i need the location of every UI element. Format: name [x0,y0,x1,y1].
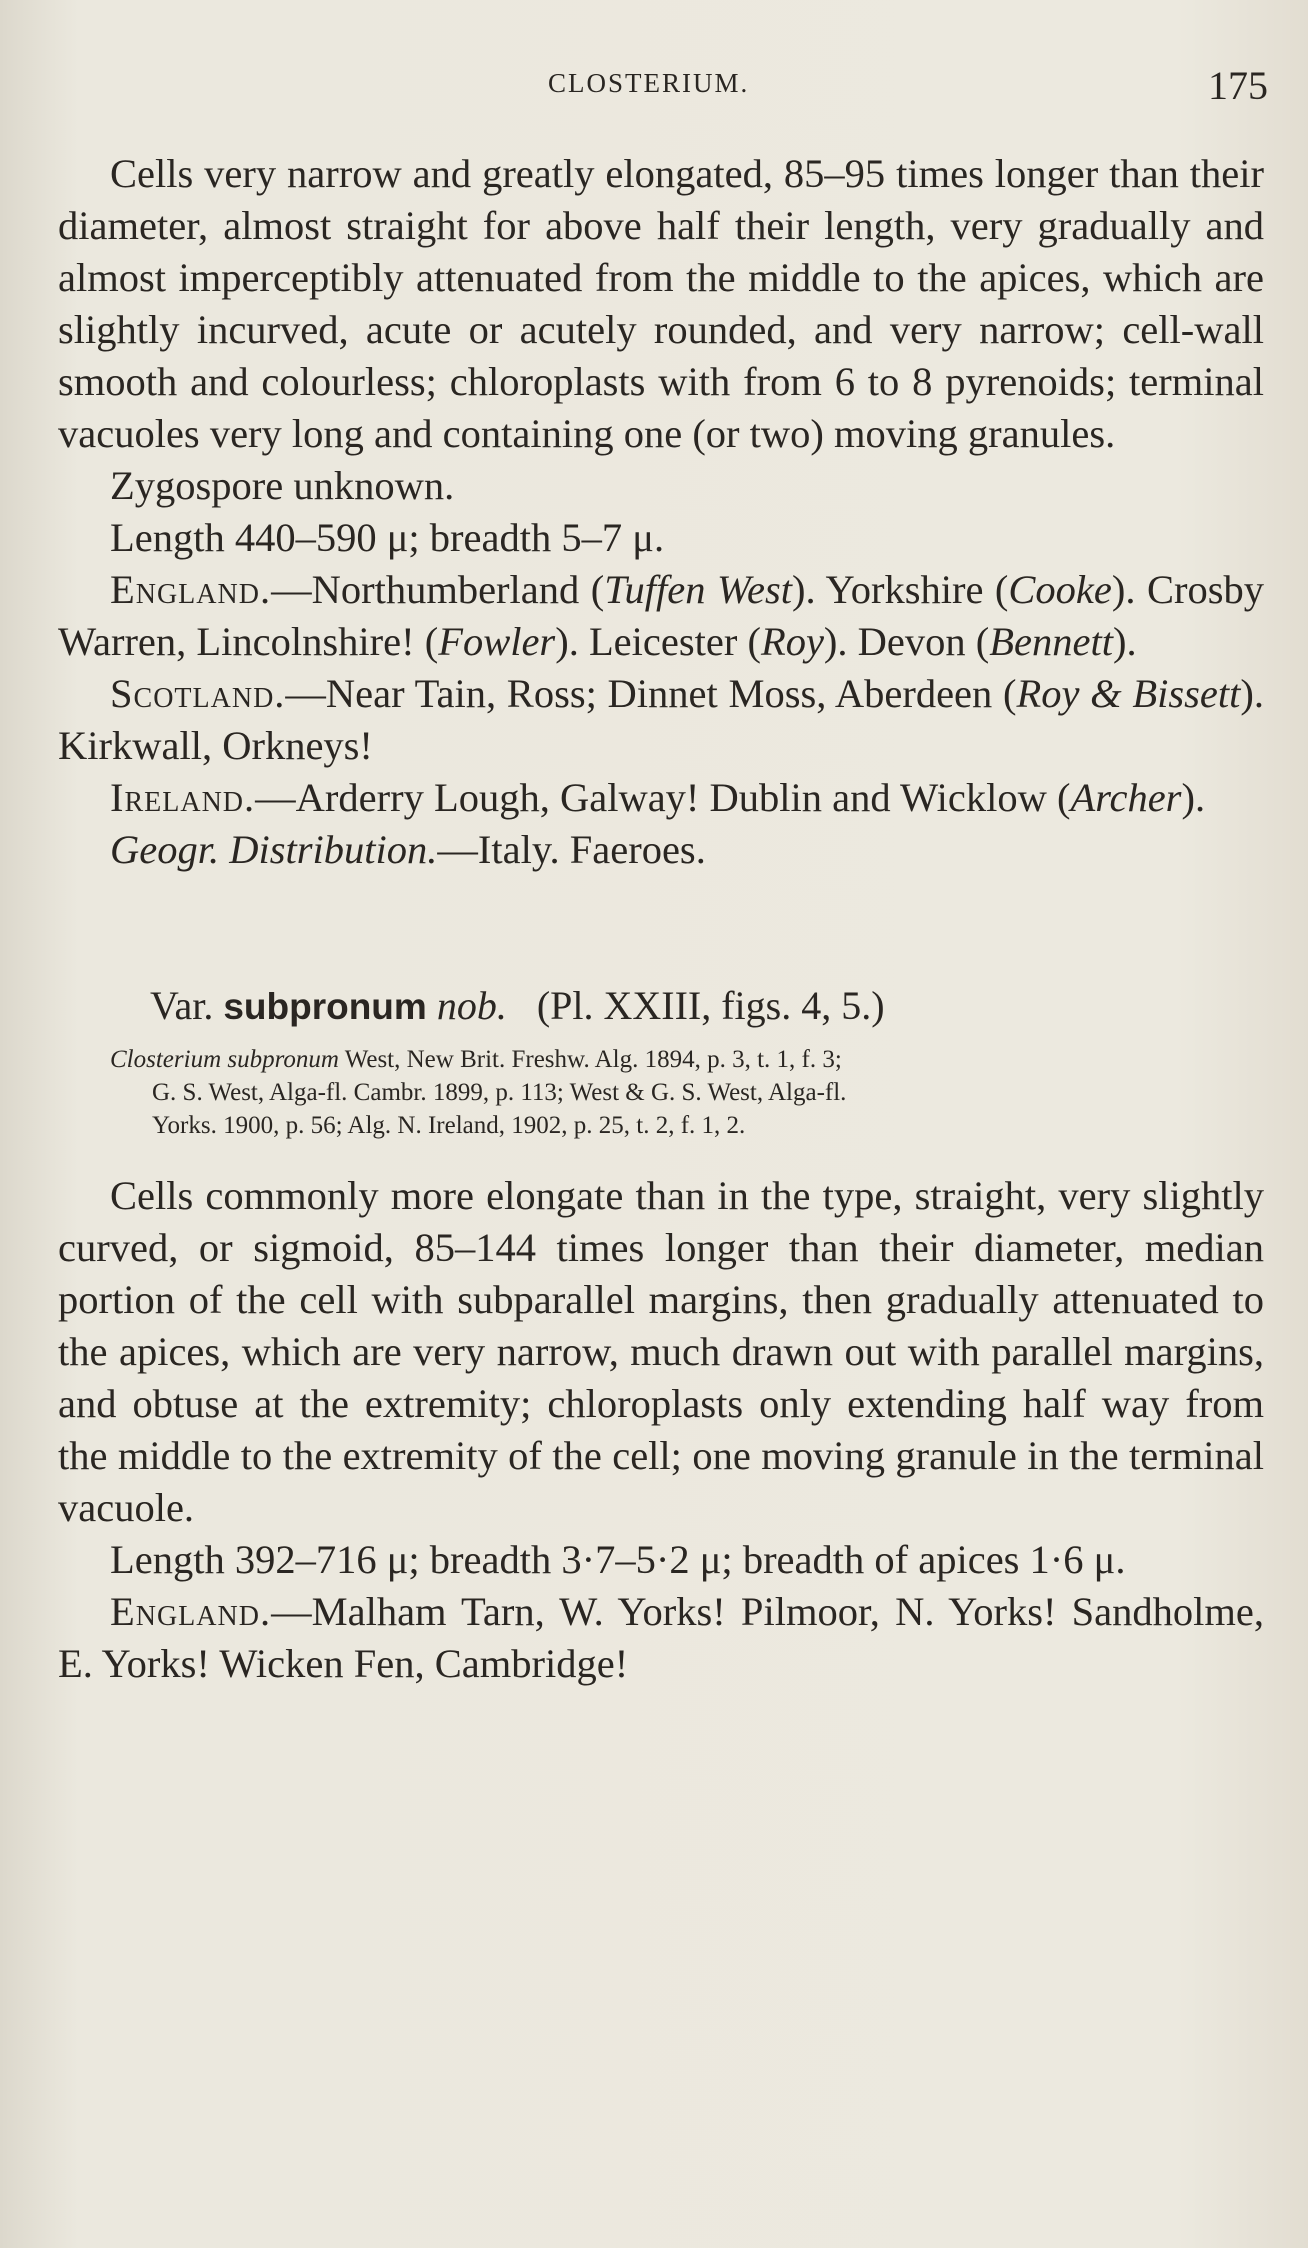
synonym-name: Closterium subpronum [110,1046,339,1073]
collector-name: Cooke [1008,567,1112,612]
species-dimensions: Length 440–590 μ; breadth 5–7 μ. [110,515,665,560]
variety-dimensions: Length 392–716 μ; breadth 3·7–5·2 μ; breadth of apices 1·6 μ. [110,1537,1126,1582]
synonym-citation: West, New Brit. Freshw. Alg. 1894, p. 3, t. 1, f. 3; [338,1046,842,1073]
region-label: England. [110,1589,272,1634]
running-title: CLOSTERIUM. [548,68,750,98]
collector-name: Tuffen West [604,567,792,612]
collector-name: Fowler [438,619,556,664]
region-label: Scotland. [110,671,286,716]
synonymy-block [58,1043,1264,1142]
locality-text: —Northumberland ( [271,567,605,612]
locality-text: ). Kirkwall, Orkneys! [58,671,1264,768]
page-body [58,148,1264,1690]
locality-scotland [58,668,1264,772]
region-label: Ireland. [110,775,256,820]
collector-name: Bennett [989,619,1113,664]
synonym-citation: G. S. West, Alga-fl. Cambr. 1899, p. 113; West & G. S. West, Alga-fl. [152,1079,847,1106]
locality-text: ). Yorkshire ( [791,567,1009,612]
locality-text: —Arderry Lough, Galway! Dublin and Wicklow ( [255,775,1071,820]
variety-description: Cells commonly more elongate than in the type, straight, very slightly curved, or sigmoid, 85–144 times longer than their diameter, median portion of the cell with subparallel margins, then gradually attenuated to the apices, which are very narrow, much drawn out with parallel margins, and obtuse at the extremity; chloroplasts only extending half way from the middle to the extremity of the cell; one moving granule in the terminal vacuole. [58,1173,1264,1530]
page-header [0,62,1308,112]
variety-prefix: Var. [150,983,214,1028]
variety-author: nob. [436,983,507,1028]
locality-text: ). [1112,619,1137,664]
locality-england [58,564,1264,668]
distribution-label: Geogr. Distribution. [110,827,438,872]
collector-name: Roy & Bissett [1016,671,1241,716]
plate-reference: (Pl. XXIII, figs. 4, 5.) [536,983,885,1028]
page-number: 175 [1208,63,1268,108]
locality-ireland [58,772,1264,824]
locality-text: ). Leicester ( [555,619,761,664]
locality-text: —Malham Tarn, W. Yorks! Pilmoor, N. Yorks! Sandholme, E. Yorks! Wicken Fen, Cambridge! [58,1589,1264,1686]
collector-name: Archer [1070,775,1182,820]
geographic-distribution [58,824,1264,876]
zygospore-note: Zygospore unknown. [110,463,455,508]
distribution-text: —Italy. Faeroes. [437,827,706,872]
locality-text: ). [1181,775,1206,820]
locality-text: ). Crosby Warren, Lincolnshire! ( [58,567,1264,664]
species-description: Cells very narrow and greatly elongated, 85–95 times longer than their diameter, almost straight for above half their length, very gradually and almost imperceptibly attenuated from the middle to the apices, which are slightly incurved, acute or acutely rounded, and very narrow; cell-wall smooth and colourless; chloroplasts with from 6 to 8 pyrenoids; terminal vacuoles very long and containing one (or two) moving granules. [58,151,1264,456]
variety-locality-england [58,1586,1264,1690]
variety-heading [58,980,1264,1033]
variety-name: subpronum [223,986,427,1027]
locality-text: ). Devon ( [823,619,990,664]
region-label: England. [110,567,272,612]
section-spacer [58,876,1264,980]
collector-name: Roy [760,619,824,664]
locality-text: —Near Tain, Ross; Dinnet Moss, Aberdeen ( [285,671,1017,716]
synonym-citation: Yorks. 1900, p. 56; Alg. N. Ireland, 1902, p. 25, t. 2, f. 1, 2. [152,1112,746,1139]
